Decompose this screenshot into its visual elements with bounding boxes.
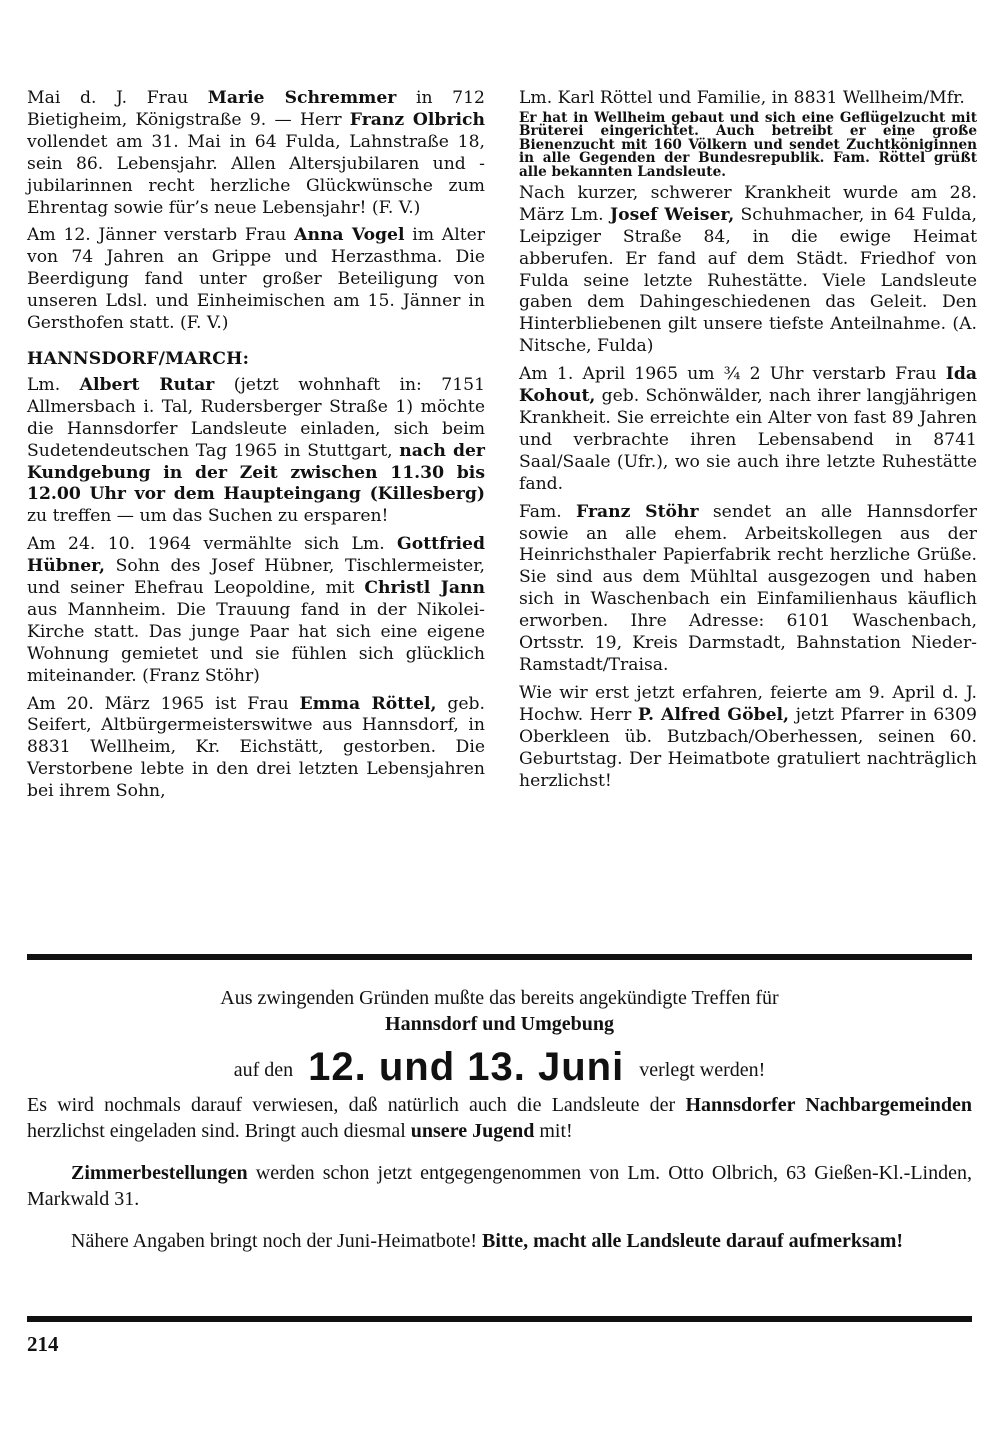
article-karl-roettel: Lm. Karl Röttel und Familie, in 8831 Wellheim/Mfr. — [519, 88, 965, 108]
text: geb. Schönwälder, nach ihrer langjährigen Krankheit. Sie erreichte ein Alter von fast 89 Jahren und verbrachte ihren Lebensabend in 8741 Saal/Saale (Ufr.), wo sie auch ihre letzte Ruhestätte fand. — [519, 386, 977, 494]
emphasis: Zimmerbestellungen — [71, 1162, 248, 1184]
page-number: 214 — [27, 1332, 59, 1356]
emphasis: Hannsdorfer Nachbargemeinden — [685, 1094, 972, 1116]
notice-closing — [27, 1228, 972, 1254]
person-name: P. Alfred Göbel, — [637, 704, 790, 725]
text: sendet an alle Hannsdorfer sowie an alle ehem. Arbeitskollegen aus der Heinrichsthaler Papierfabrik recht herzliche Grüße. Sie sind aus dem Mühltal ausgezogen und haben sich in Waschenbach ein Einfamilienhaus käuflich erworben. Ihre Adresse: 6101 Waschenbach, Ortsstr. 19, Kreis Darmstadt, Bahnstation Nieder-Ramstadt/Traisa. — [519, 501, 978, 675]
person-name: Anna Vogel — [294, 225, 405, 246]
text: im Alter von 74 Jahren an Grippe und Herzasthma. Die Beerdigung fand unter großer Beteiligung von unseren Ldsl. und Einheimischen am 15. Jänner in Gersthofen statt. (F. V.) — [27, 225, 485, 334]
two-column-articles — [27, 88, 977, 809]
person-name: Franz Olbrich — [349, 109, 485, 130]
person-name: Ida Kohout, — [519, 364, 977, 407]
person-name: Josef Weiser, — [609, 204, 735, 225]
text: Am 24. 10. 1964 vermählte sich Lm. — [27, 534, 398, 555]
emphasis: nach der Kundgebung in der Zeit zwischen 11.30 bis 12.00 Uhr vor dem Haupteingang (Killesberg) — [27, 440, 485, 505]
text: Mai d. J. Frau — [27, 88, 208, 108]
text: auf den — [233, 1059, 294, 1081]
article-stoehr-greeting — [519, 502, 977, 677]
article-karl-roettel-detail: Er hat in Wellheim gebaut und sich eine Geflügelzucht mit Brüterei eingerichtet. Auch betreibt er eine große Bienenzucht mit 160 Völkern und sendet Zuchtköniginnen in alle Gegenden der Bundesrepublik. Fam. Röttel grüßt alle bekannten Landsleute. — [519, 109, 977, 180]
article-obituary-kohout — [519, 364, 977, 495]
notice-location: Hannsdorf und Umgebung — [385, 1013, 614, 1035]
divider-bottom — [27, 1316, 972, 1322]
text: verlegt werden! — [639, 1059, 766, 1081]
person-name: Gottfried Hübner, — [27, 534, 485, 577]
person-name: Christl Jann — [364, 578, 485, 599]
notice-date-line — [27, 1045, 972, 1092]
text: Nähere Angaben bringt noch der Juni-Heimatbote! — [71, 1230, 482, 1252]
person-name: Franz Stöhr — [576, 501, 699, 522]
text: Wie wir erst jetzt erfahren, feierte am 9. April d. J. Hochw. Herr — [519, 682, 977, 725]
left-column — [27, 88, 485, 809]
text: werden schon jetzt entgegengenommen von Lm. Otto Olbrich, 63 Gießen-Kl.-Linden, Markwald 31. — [27, 1162, 972, 1210]
article-birthdays — [27, 88, 485, 219]
notice-intro: Aus zwingenden Gründen mußte das bereits angekündigte Treffen für — [220, 987, 779, 1009]
text: aus Mannheim. Die Trauung fand in der Nikolei-Kirche statt. Das junge Paar hat sich eine eigene Wohnung gemietet und sie fühlen sich glücklich miteinander. (Franz Stöhr) — [27, 599, 485, 686]
text: Sohn des Josef Hübner, Tischlermeister, und seiner Ehefrau Leopoldine, mit — [27, 556, 485, 599]
emphasis: Bitte, macht alle Landsleute darauf aufmerksam! — [481, 1230, 904, 1252]
notice-rooms — [27, 1160, 972, 1212]
text: vollendet am 31. Mai in 64 Fulda, Lahnstraße 18, sein 86. Lebensjahr. Allen Altersjubilaren und -jubilarinnen recht herzliche Glückwünsche zum Ehrentag sowie für’s neue Lebensjahr! (F. V.) — [27, 131, 485, 218]
article-wedding — [27, 534, 485, 687]
text: herzlichst eingeladen sind. Bringt auch diesmal — [27, 1120, 411, 1142]
person-name: Emma Röttel, — [299, 693, 437, 714]
notice-date: 12. und 13. Juni — [308, 1045, 625, 1089]
article-obituary-vogel — [27, 225, 485, 335]
article-obituary-weiser — [519, 183, 977, 358]
text: Schuhmacher, in 64 Fulda, Leipziger Straße 84, in die ewige Heimat abberufen. Er fand auf dem Städt. Friedhof von Fulda seine letzte Ruhestätte. Viele Landsleute gaben dem Dahingeschiedenen das Geleit. Den Hinterbliebenen gilt unsere tiefste Anteilnahme. (A. Nitsche, Fulda) — [519, 204, 977, 357]
text: geb. Seifert, Altbürgermeisterswitwe aus Hannsdorf, in 8831 Wellheim, Kr. Eichstätt, gestorben. Die Verstorbene lebte in den drei letzten Lebensjahren bei ihrem Sohn, — [27, 693, 485, 802]
section-heading: HANNSDORF/MARCH: — [27, 348, 250, 369]
text: Fam. — [519, 501, 577, 522]
text: jetzt Pfarrer in 6309 Oberkleen üb. Butzbach/Oberhessen, seinen 60. Geburtstag. Der Heimatbote gratuliert nachträglich herzlichst! — [519, 704, 977, 791]
text: mit! — [534, 1120, 573, 1142]
person-name: Marie Schremmer — [207, 88, 397, 108]
text: Lm. — [27, 374, 80, 395]
person-name: Albert Rutar — [79, 374, 215, 395]
article-goebel-birthday — [519, 683, 977, 793]
text: zu treffen — um das Suchen zu ersparen! — [27, 506, 389, 527]
article-obituary-roettel — [27, 694, 485, 804]
notice-invitation — [27, 1092, 972, 1144]
text: in 712 Bietigheim, Königstraße 9. — Herr — [27, 88, 485, 130]
meeting-notice — [27, 985, 972, 1254]
text: Es wird nochmals darauf verwiesen, daß natürlich auch die Landsleute der — [27, 1094, 686, 1116]
text: (jetzt wohnhaft in: 7151 Allmersbach i. Tal, Rudersberger Straße 1) möchte die Hannsdorfer Landsleute einladen, sich beim Sudetendeutschen Tag 1965 in Stuttgart, — [27, 374, 486, 461]
article-rutar — [27, 375, 485, 528]
text: Am 1. April 1965 um ¾ 2 Uhr verstarb Frau — [519, 364, 946, 385]
text: Am 20. März 1965 ist Frau — [27, 693, 300, 714]
text: Nach kurzer, schwerer Krankheit wurde am 28. März Lm. — [519, 182, 977, 225]
emphasis: unsere Jugend — [410, 1120, 535, 1142]
text: Am 12. Jänner verstarb Frau — [27, 225, 295, 246]
right-column — [519, 88, 977, 809]
divider-top — [27, 954, 972, 960]
